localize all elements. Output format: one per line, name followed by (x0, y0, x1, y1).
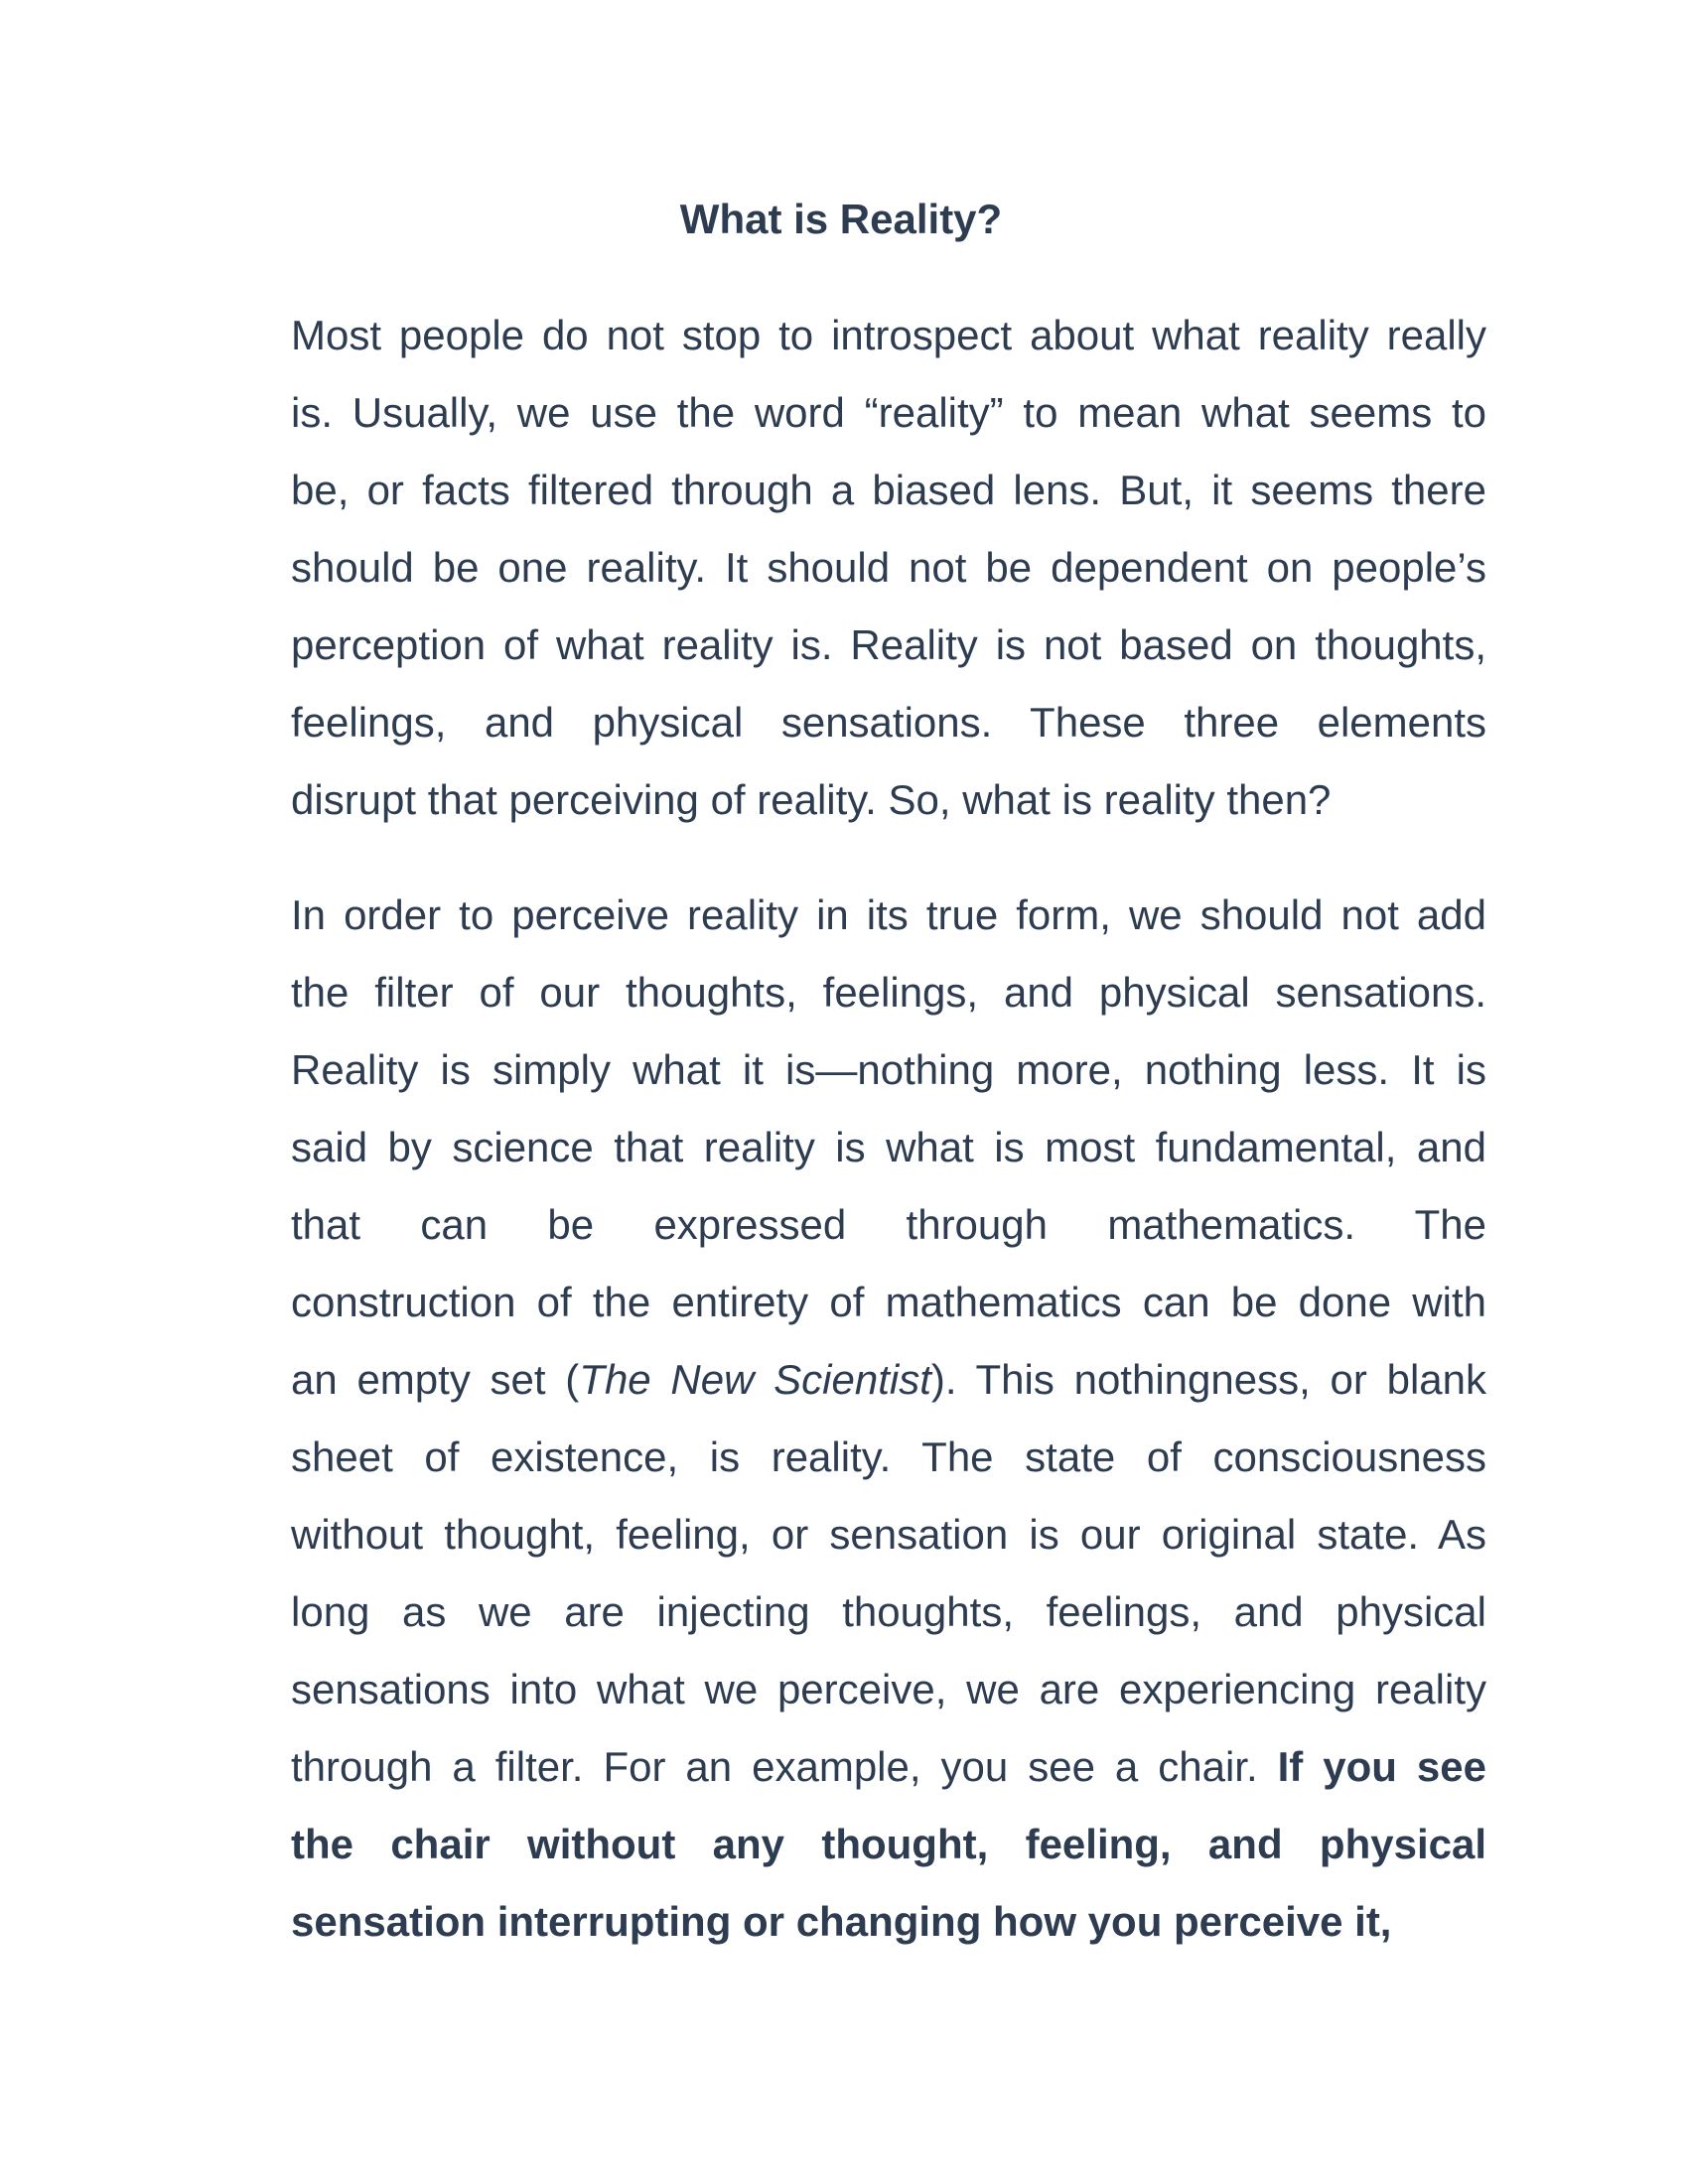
text-segment: Reality is simply what it is—nothing more, nothing less. It is (291, 1046, 1486, 1093)
text-line (291, 1883, 1486, 1961)
text-line (291, 529, 1486, 607)
text-segment-bold: sensation interrupting or changing how you perceive it, (291, 1898, 1392, 1945)
document-title: What is Reality? (679, 196, 1003, 242)
text-segment: disrupt that perceiving of reality. So, what is reality then? (291, 776, 1332, 823)
text-line (291, 1109, 1486, 1186)
text-segment: through a filter. For an example, you see a chair. (291, 1743, 1278, 1790)
text-segment: sensations into what we perceive, we are experiencing reality (291, 1666, 1486, 1712)
text-line (291, 1651, 1486, 1728)
paragraph (291, 877, 1486, 1961)
text-line (291, 1806, 1486, 1883)
text-segment: be, or facts filtered through a biased lens. But, it seems there (291, 467, 1486, 513)
text-line (291, 954, 1486, 1031)
text-segment: long as we are injecting thoughts, feelings, and physical (291, 1588, 1486, 1635)
text-line (291, 374, 1486, 452)
paragraph (291, 297, 1486, 839)
text-line (291, 607, 1486, 684)
text-line (291, 1031, 1486, 1109)
text-segment-bold: the chair without any thought, feeling, and physical (291, 1821, 1486, 1867)
text-segment: Most people do not stop to introspect about what reality really (291, 312, 1486, 358)
text-line (291, 1728, 1486, 1806)
text-line (291, 1341, 1486, 1419)
text-line (291, 1186, 1486, 1264)
text-segment-italic: The New Scientist (579, 1356, 931, 1403)
text-segment: construction of the entirety of mathematics can be done with (291, 1279, 1486, 1325)
text-segment: said by science that reality is what is most fundamental, and (291, 1124, 1486, 1170)
text-line (291, 1264, 1486, 1341)
text-segment: should be one reality. It should not be dependent on people’s (291, 544, 1486, 591)
text-line (291, 297, 1486, 374)
text-segment: In order to perceive reality in its true form, we should not add (291, 891, 1486, 938)
text-segment: that can be expressed through mathematics. The (291, 1201, 1486, 1248)
text-line (291, 761, 1486, 839)
text-line (291, 1419, 1486, 1496)
text-line (291, 684, 1486, 761)
text-line (291, 877, 1486, 954)
text-segment-bold: If you see (1277, 1743, 1486, 1790)
body-paragraphs (291, 297, 1486, 1961)
text-line (291, 452, 1486, 529)
text-segment: feelings, and physical sensations. These three elements (291, 699, 1486, 746)
text-line (291, 1573, 1486, 1651)
text-segment: without thought, feeling, or sensation is our original state. As (291, 1511, 1486, 1558)
document-content (291, 181, 1486, 1998)
text-segment: sheet of existence, is reality. The state of consciousness (291, 1433, 1486, 1480)
text-segment: is. Usually, we use the word “reality” to mean what seems to (291, 389, 1486, 436)
text-segment: the filter of our thoughts, feelings, and physical sensations. (291, 969, 1486, 1016)
text-segment: ). This nothingness, or blank (930, 1356, 1486, 1403)
text-segment: perception of what reality is. Reality is not based on thoughts, (291, 621, 1486, 668)
text-segment: an empty set ( (291, 1356, 580, 1403)
text-line (291, 1496, 1486, 1573)
